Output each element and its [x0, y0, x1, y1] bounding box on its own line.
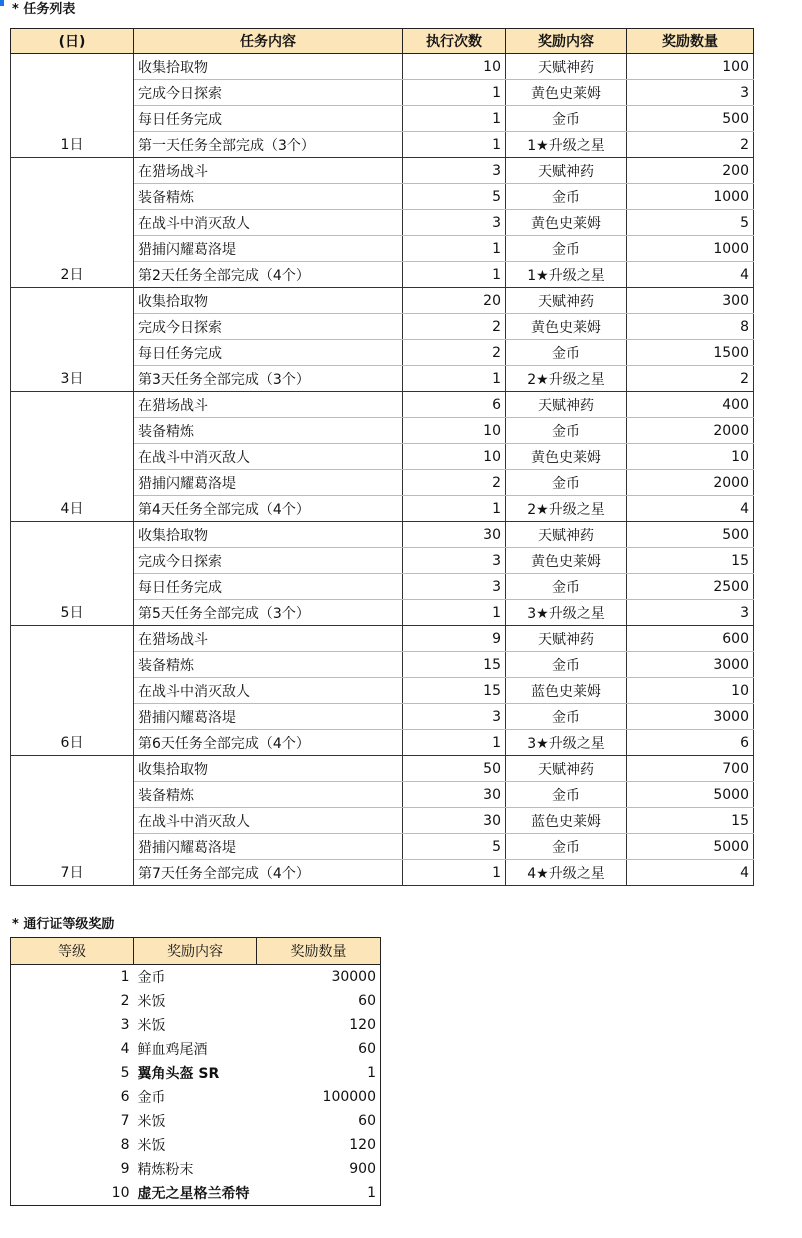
- reward-name: 天赋神药: [506, 626, 627, 652]
- task-table-body: [11, 54, 754, 886]
- task-count: 1: [403, 366, 506, 392]
- pass-amount: 1: [367, 1185, 376, 1201]
- day-label: 1日: [11, 54, 134, 158]
- task-name: 在猎场战斗: [134, 626, 403, 652]
- task-count: 5: [403, 184, 506, 210]
- pass-level: 2: [120, 993, 130, 1009]
- reward-name: 天赋神药: [506, 522, 627, 548]
- pass-level: 8: [120, 1137, 130, 1153]
- reward-name: 3★升级之星: [506, 730, 627, 756]
- pass-row: [11, 965, 381, 990]
- reward-amount: 6: [627, 730, 754, 756]
- reward-name: 天赋神药: [506, 288, 627, 314]
- task-count: 2: [403, 470, 506, 496]
- task-name: 第一天任务全部完成（3个）: [134, 132, 403, 158]
- task-name: 装备精炼: [134, 652, 403, 678]
- task-name: 在战斗中消灭敌人: [134, 210, 403, 236]
- pass-amount: 1: [367, 1065, 376, 1081]
- pass-reward: 米饭: [137, 994, 166, 1010]
- task-count: 10: [403, 444, 506, 470]
- reward-amount: 300: [627, 288, 754, 314]
- pass-reward: 精炼粉末: [137, 1162, 194, 1178]
- reward-amount: 3000: [627, 652, 754, 678]
- pass-rewards-title: * 通行证等级奖励: [12, 917, 115, 932]
- task-count: 1: [403, 730, 506, 756]
- reward-name: 1★升级之星: [506, 262, 627, 288]
- pass-reward: 米饭: [137, 1018, 166, 1034]
- reward-name: 金币: [506, 184, 627, 210]
- pass-amount: 120: [349, 1017, 376, 1033]
- pass-reward: 鲜血鸡尾酒: [137, 1042, 208, 1058]
- task-table: [10, 28, 754, 886]
- header-pass-amount: 奖励数量: [257, 938, 381, 965]
- reward-name: 2★升级之星: [506, 366, 627, 392]
- task-name: 第7天任务全部完成（4个）: [134, 860, 403, 886]
- reward-name: 4★升级之星: [506, 860, 627, 886]
- day-label: 2日: [11, 158, 134, 288]
- task-count: 1: [403, 600, 506, 626]
- task-name: 在猎场战斗: [134, 158, 403, 184]
- task-name: 完成今日探索: [134, 80, 403, 106]
- task-name: 猎捕闪耀葛洛堤: [134, 470, 403, 496]
- task-count: 1: [403, 262, 506, 288]
- pass-level: 10: [111, 1185, 130, 1201]
- header-day: (日): [11, 29, 134, 54]
- pass-row: [11, 1133, 381, 1157]
- reward-amount: 15: [627, 808, 754, 834]
- task-name: 装备精炼: [134, 782, 403, 808]
- task-name: 每日任务完成: [134, 340, 403, 366]
- reward-name: 1★升级之星: [506, 132, 627, 158]
- reward-name: 金币: [506, 418, 627, 444]
- task-count: 15: [403, 678, 506, 704]
- task-count: 2: [403, 340, 506, 366]
- task-name: 第2天任务全部完成（4个）: [134, 262, 403, 288]
- reward-name: 金币: [506, 340, 627, 366]
- task-name: 收集拾取物: [134, 54, 403, 80]
- reward-name: 金币: [506, 834, 627, 860]
- task-row: [11, 626, 754, 652]
- task-count: 3: [403, 574, 506, 600]
- reward-amount: 100: [627, 54, 754, 80]
- task-count: 10: [403, 54, 506, 80]
- reward-name: 蓝色史莱姆: [506, 678, 627, 704]
- task-count: 30: [403, 522, 506, 548]
- header-amount: 奖励数量: [627, 29, 754, 54]
- task-count: 20: [403, 288, 506, 314]
- task-count: 3: [403, 158, 506, 184]
- reward-name: 黄色史莱姆: [506, 444, 627, 470]
- pass-level: 1: [120, 969, 130, 985]
- day-label: 4日: [11, 392, 134, 522]
- reward-name: 金币: [506, 106, 627, 132]
- pass-table-body: [11, 965, 381, 1206]
- task-row: [11, 392, 754, 418]
- pass-reward: 金币: [137, 1090, 166, 1106]
- pass-row: [11, 1181, 381, 1206]
- reward-amount: 2500: [627, 574, 754, 600]
- reward-amount: 1000: [627, 184, 754, 210]
- header-count: 执行次数: [403, 29, 506, 54]
- task-name: 在战斗中消灭敌人: [134, 808, 403, 834]
- pass-reward-table: [10, 937, 381, 1206]
- pass-amount: 100000: [322, 1089, 376, 1105]
- reward-amount: 4: [627, 860, 754, 886]
- task-count: 3: [403, 548, 506, 574]
- task-count: 50: [403, 756, 506, 782]
- task-table-header: [11, 29, 754, 54]
- pass-level: 7: [120, 1113, 130, 1129]
- reward-name: 金币: [506, 782, 627, 808]
- reward-amount: 500: [627, 106, 754, 132]
- reward-name: 天赋神药: [506, 158, 627, 184]
- reward-name: 金币: [506, 704, 627, 730]
- task-count: 2: [403, 314, 506, 340]
- task-name: 第5天任务全部完成（3个）: [134, 600, 403, 626]
- reward-amount: 4: [627, 496, 754, 522]
- pass-row: [11, 1037, 381, 1061]
- header-task: 任务内容: [134, 29, 403, 54]
- task-name: 完成今日探索: [134, 548, 403, 574]
- reward-name: 蓝色史莱姆: [506, 808, 627, 834]
- task-row: [11, 158, 754, 184]
- pass-amount: 60: [358, 1113, 376, 1129]
- task-count: 9: [403, 626, 506, 652]
- reward-name: 黄色史莱姆: [506, 210, 627, 236]
- task-name: 在猎场战斗: [134, 392, 403, 418]
- task-name: 第4天任务全部完成（4个）: [134, 496, 403, 522]
- reward-amount: 500: [627, 522, 754, 548]
- pass-level: 3: [120, 1017, 130, 1033]
- pass-row: [11, 1061, 381, 1085]
- task-count: 1: [403, 106, 506, 132]
- task-name: 第6天任务全部完成（4个）: [134, 730, 403, 756]
- reward-name: 天赋神药: [506, 756, 627, 782]
- reward-name: 黄色史莱姆: [506, 314, 627, 340]
- reward-amount: 10: [627, 678, 754, 704]
- reward-amount: 700: [627, 756, 754, 782]
- reward-amount: 3: [627, 80, 754, 106]
- pass-level: 4: [120, 1041, 130, 1057]
- task-row: [11, 288, 754, 314]
- pass-row: [11, 989, 381, 1013]
- day-label: 5日: [11, 522, 134, 626]
- pass-amount: 30000: [331, 969, 376, 985]
- task-count: 1: [403, 496, 506, 522]
- task-name: 猎捕闪耀葛洛堤: [134, 834, 403, 860]
- reward-amount: 4: [627, 262, 754, 288]
- header-level: 等级: [11, 938, 134, 965]
- reward-amount: 3000: [627, 704, 754, 730]
- task-count: 1: [403, 132, 506, 158]
- task-count: 30: [403, 808, 506, 834]
- task-name: 装备精炼: [134, 418, 403, 444]
- pass-amount: 60: [358, 993, 376, 1009]
- task-count: 15: [403, 652, 506, 678]
- reward-amount: 2000: [627, 418, 754, 444]
- reward-amount: 400: [627, 392, 754, 418]
- reward-name: 金币: [506, 574, 627, 600]
- reward-name: 金币: [506, 652, 627, 678]
- task-name: 每日任务完成: [134, 106, 403, 132]
- task-name: 收集拾取物: [134, 756, 403, 782]
- reward-name: 黄色史莱姆: [506, 548, 627, 574]
- reward-amount: 1500: [627, 340, 754, 366]
- reward-amount: 600: [627, 626, 754, 652]
- reward-amount: 10: [627, 444, 754, 470]
- task-name: 收集拾取物: [134, 288, 403, 314]
- reward-name: 黄色史莱姆: [506, 80, 627, 106]
- pass-level: 6: [120, 1089, 130, 1105]
- pass-reward: 金币: [137, 970, 166, 986]
- reward-name: 3★升级之星: [506, 600, 627, 626]
- task-name: 在战斗中消灭敌人: [134, 444, 403, 470]
- task-name: 第3天任务全部完成（3个）: [134, 366, 403, 392]
- reward-name: 天赋神药: [506, 54, 627, 80]
- pass-amount: 900: [349, 1161, 376, 1177]
- reward-amount: 5000: [627, 782, 754, 808]
- day-label: 7日: [11, 756, 134, 886]
- task-count: 3: [403, 704, 506, 730]
- task-count: 30: [403, 782, 506, 808]
- task-name: 在战斗中消灭敌人: [134, 678, 403, 704]
- task-name: 猎捕闪耀葛洛堤: [134, 236, 403, 262]
- task-count: 1: [403, 236, 506, 262]
- task-list-title: * 任务列表: [12, 2, 76, 17]
- task-count: 10: [403, 418, 506, 444]
- reward-amount: 200: [627, 158, 754, 184]
- reward-amount: 1000: [627, 236, 754, 262]
- day-label: 3日: [11, 288, 134, 392]
- task-name: 完成今日探索: [134, 314, 403, 340]
- reward-amount: 15: [627, 548, 754, 574]
- task-name: 每日任务完成: [134, 574, 403, 600]
- pass-row: [11, 1157, 381, 1181]
- reward-name: 2★升级之星: [506, 496, 627, 522]
- pass-amount: 120: [349, 1137, 376, 1153]
- pass-row: [11, 1013, 381, 1037]
- reward-amount: 8: [627, 314, 754, 340]
- pass-row: [11, 1109, 381, 1133]
- reward-name: 金币: [506, 236, 627, 262]
- task-name: 猎捕闪耀葛洛堤: [134, 704, 403, 730]
- reward-amount: 2: [627, 366, 754, 392]
- task-name: 收集拾取物: [134, 522, 403, 548]
- task-count: 3: [403, 210, 506, 236]
- task-count: 1: [403, 860, 506, 886]
- task-count: 1: [403, 80, 506, 106]
- pass-level: 9: [120, 1161, 130, 1177]
- task-count: 6: [403, 392, 506, 418]
- task-count: 5: [403, 834, 506, 860]
- task-row: [11, 54, 754, 80]
- reward-amount: 5: [627, 210, 754, 236]
- pass-reward: 米饭: [137, 1138, 166, 1154]
- reward-name: 天赋神药: [506, 392, 627, 418]
- pass-level: 5: [120, 1065, 130, 1081]
- header-reward: 奖励内容: [506, 29, 627, 54]
- task-row: [11, 522, 754, 548]
- pass-reward: 米饭: [137, 1114, 166, 1130]
- pass-amount: 60: [358, 1041, 376, 1057]
- task-name: 装备精炼: [134, 184, 403, 210]
- pass-reward: 翼角头盔 SR: [137, 1066, 220, 1082]
- day-label: 6日: [11, 626, 134, 756]
- pass-reward: 虚无之星格兰希特: [137, 1186, 250, 1202]
- reward-name: 金币: [506, 470, 627, 496]
- corner-marker: [0, 0, 4, 6]
- pass-row: [11, 1085, 381, 1109]
- pass-table-header: [11, 938, 381, 965]
- reward-amount: 2000: [627, 470, 754, 496]
- reward-amount: 3: [627, 600, 754, 626]
- task-row: [11, 756, 754, 782]
- reward-amount: 5000: [627, 834, 754, 860]
- header-pass-reward: 奖励内容: [134, 938, 257, 965]
- reward-amount: 2: [627, 132, 754, 158]
